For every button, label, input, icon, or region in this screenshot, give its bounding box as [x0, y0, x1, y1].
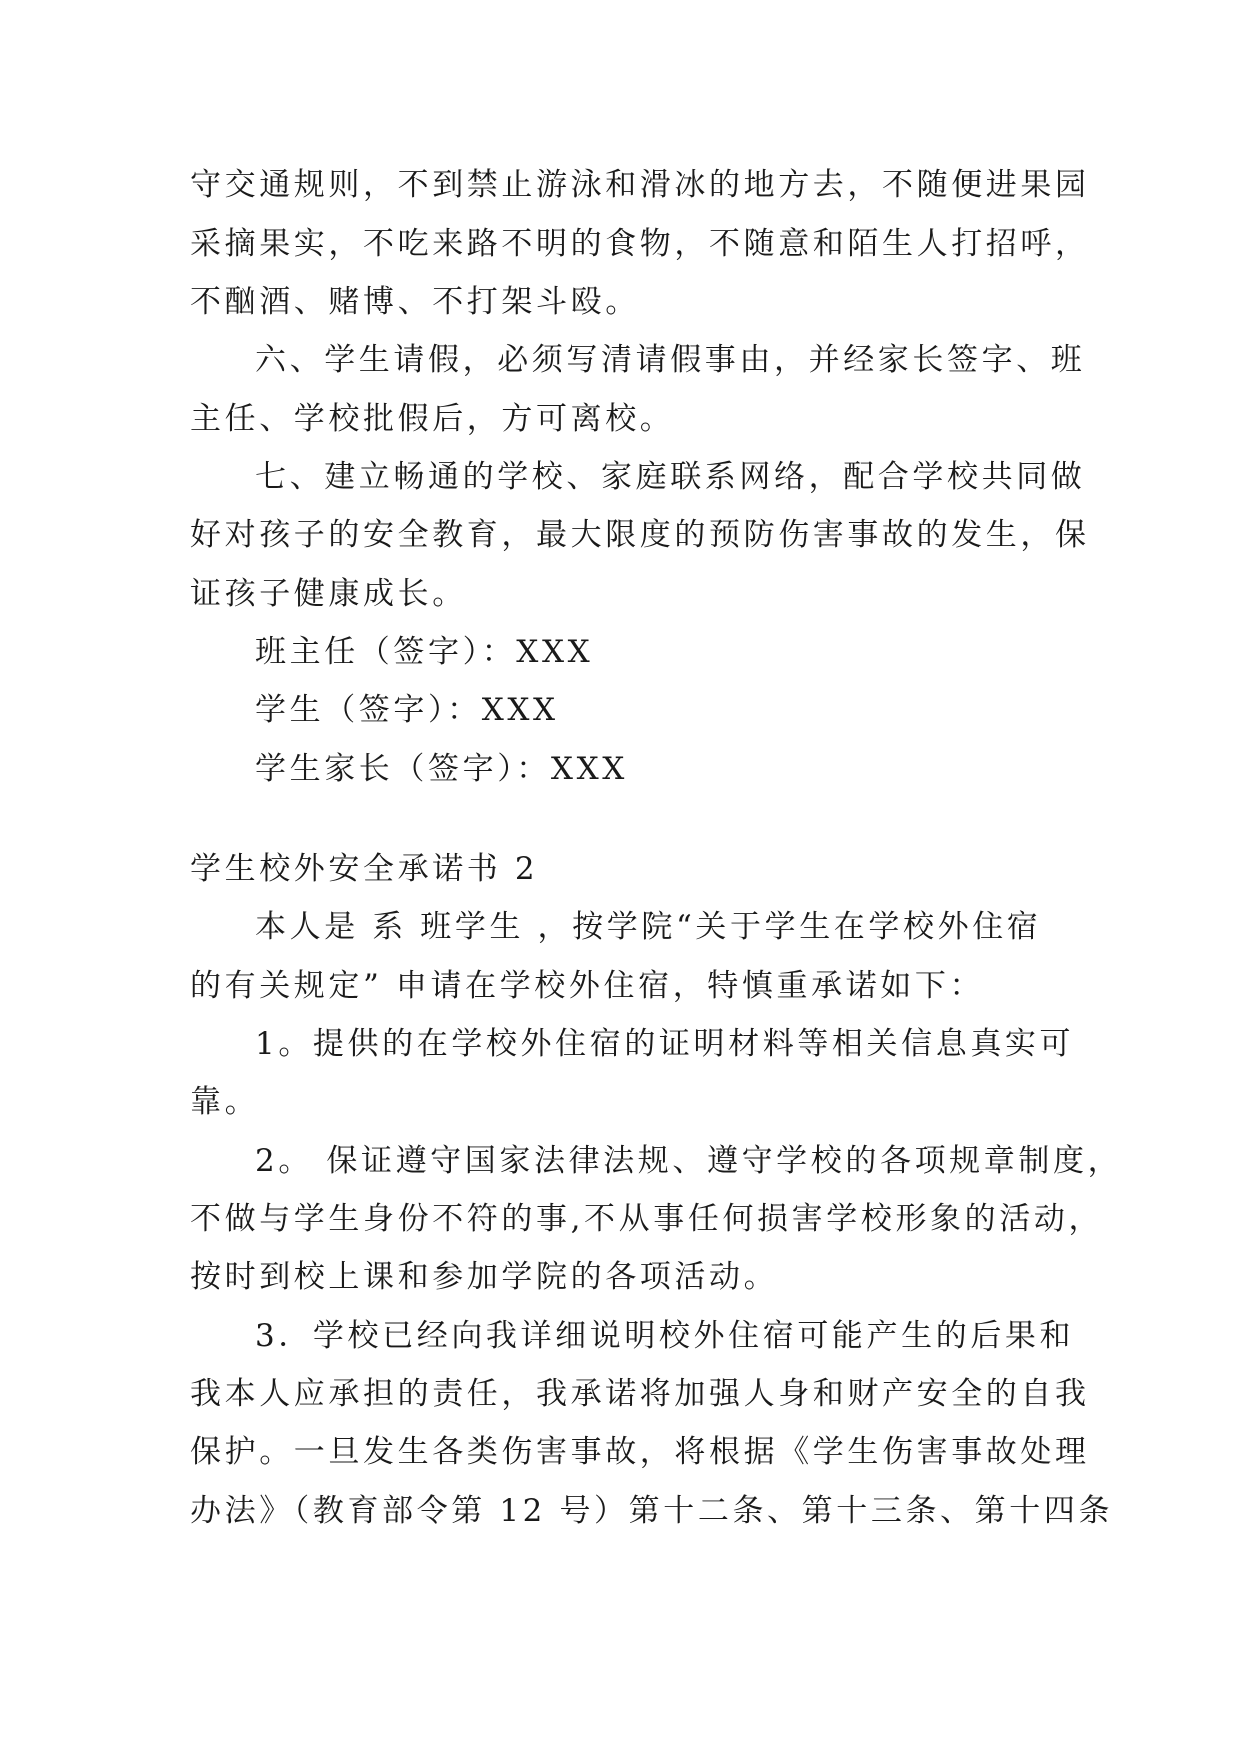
text-line: 1。提供的在学校外住宿的证明材料等相关信息真实可	[255, 1026, 1075, 1062]
text-line: 好对孩子的安全教育，最大限度的预防伤害事故的发生，保	[190, 517, 1090, 553]
text-line: 六、学生请假，必须写清请假事由，并经家长签字、班	[255, 342, 1086, 378]
text-line: 靠。	[190, 1084, 260, 1120]
text-line: 3．学校已经向我详细说明校外住宿可能产生的后果和	[255, 1318, 1075, 1354]
signature-line-parent: 学生家长（签字）：XXX	[255, 751, 628, 787]
text-line: 我本人应承担的责任，我承诺将加强人身和财产安全的自我	[190, 1376, 1090, 1412]
text-line: 不做与学生身份不符的事,不从事任何损害学校形象的活动，	[190, 1201, 1104, 1237]
text-line: 保护。一旦发生各类伤害事故，将根据《学生伤害事故处理	[190, 1434, 1090, 1470]
text-line: 守交通规则，不到禁止游泳和滑冰的地方去，不随便进果园	[190, 167, 1090, 203]
text-line: 按时到校上课和参加学院的各项活动。	[190, 1259, 779, 1295]
text-line: 2。 保证遵守国家法律法规、遵守学校的各项规章制度，	[255, 1143, 1123, 1179]
text-line: 七、建立畅通的学校、家庭联系网络，配合学校共同做	[255, 459, 1086, 495]
text-line: 的有关规定” 申请在学校外住宿，特慎重承诺如下：	[190, 968, 985, 1004]
text-line: 证孩子健康成长。	[190, 576, 467, 612]
text-line: 采摘果实，不吃来路不明的食物，不随意和陌生人打招呼，	[190, 226, 1090, 262]
text-line: 主任、学校批假后，方可离校。	[190, 401, 675, 437]
text-line: 不酗酒、赌博、不打架斗殴。	[190, 284, 640, 320]
section-title: 学生校外安全承诺书 2	[190, 851, 539, 887]
signature-line-student: 学生（签字）：XXX	[255, 692, 559, 728]
text-line: 本人是 系 班学生 ，按学院“关于学生在学校外住宿	[255, 909, 1042, 945]
signature-line-teacher: 班主任（签字）：XXX	[255, 634, 594, 670]
text-line: 办法》（教育部令第 12 号）第十二条、第十三条、第十四条	[190, 1493, 1114, 1529]
